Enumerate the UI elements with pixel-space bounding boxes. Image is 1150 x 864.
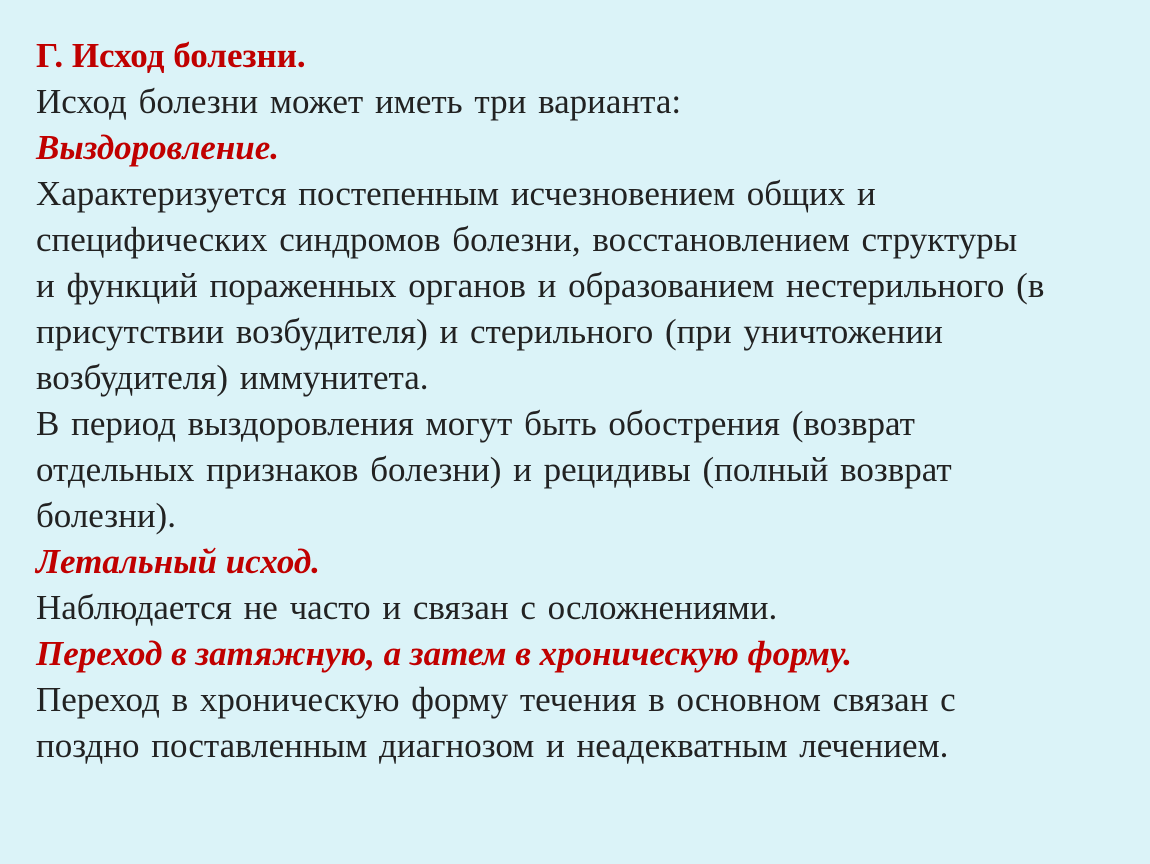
- recovery-text-line: и функций пораженных органов и образованием нестерильного (в: [36, 266, 1045, 305]
- slide-title: Г. Исход болезни.: [36, 36, 306, 75]
- section-heading-chronic: Переход в затяжную, а затем в хроническую форму.: [36, 634, 852, 673]
- section-heading-lethal: Летальный исход.: [36, 542, 321, 581]
- lethal-text-line: Наблюдается не часто и связан с осложнениями.: [36, 588, 778, 627]
- recovery-text-line: В период выздоровления могут быть обострения (возврат: [36, 404, 915, 443]
- recovery-text-line: отдельных признаков болезни) и рецидивы (полный возврат: [36, 450, 952, 489]
- chronic-text-line: поздно поставленным диагнозом и неадекватным лечением.: [36, 726, 949, 765]
- chronic-text-line: Переход в хроническую форму течения в основном связан с: [36, 680, 956, 719]
- section-heading-recovery: Выздоровление.: [36, 128, 280, 167]
- intro-text: Исход болезни может иметь три варианта:: [36, 82, 682, 121]
- recovery-text-line: присутствии возбудителя) и стерильного (при уничтожении: [36, 312, 943, 351]
- recovery-text-line: болезни).: [36, 496, 176, 535]
- recovery-text-line: Характеризуется постепенным исчезновением общих и: [36, 174, 876, 213]
- recovery-text-line: возбудителя) иммунитета.: [36, 358, 429, 397]
- slide-content: [36, 33, 1126, 769]
- recovery-text-line: специфических синдромов болезни, восстановлением структуры: [36, 220, 1018, 259]
